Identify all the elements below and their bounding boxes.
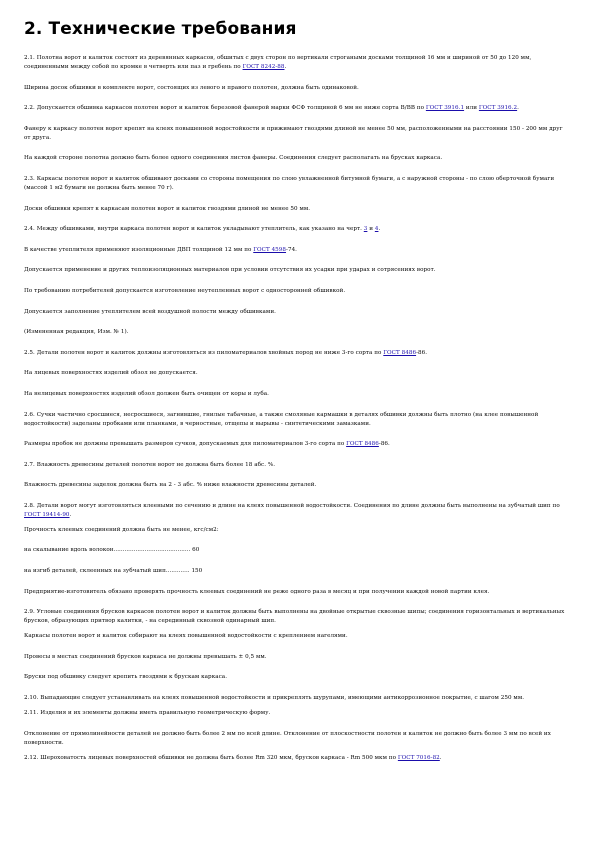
- paragraph: [24, 502, 569, 520]
- paragraph: [24, 730, 569, 748]
- paragraph-text: На каждой стороне полотна должно быть более одного соединения листов фанеры. Соединения следует располагать на брусках каркаса.: [24, 155, 443, 162]
- paragraph-text: (Измененная редакция, Изм. № 1).: [24, 329, 129, 336]
- paragraph: [24, 175, 569, 193]
- standard-link[interactable]: ГОСТ 4598: [253, 246, 287, 253]
- paragraph-text: Бруски под обшивку следует крепить гвоздями к брускам каркаса.: [24, 674, 228, 681]
- paragraph-text: .: [284, 64, 287, 70]
- paragraph-text: Каркасы полотен ворот и калиток собирают на клеях повышенной водостойкости с креплением нагелями.: [24, 633, 348, 640]
- paragraph: [24, 632, 569, 641]
- paragraph-text: 2.9. Угловые соединения брусков каркасов полотен ворот и калиток должны быть выполнены на двойные открытые сквозные шипы; соединения горизонтальных и вертикальных брусков, образующих притвор калитки, - на серединный сквозной одинарный шип.: [24, 609, 565, 625]
- paragraph-text: Фанеру к каркасу полотен ворот крепят на клеях повышенной водостойкости и прижимают гвоздями длиной не менее 50 мм, расположенными на расстоянии 150 - 200 мм друг от друга.: [24, 125, 563, 141]
- paragraph-text: 2.7. Влажность древесины деталей полотен ворот не должна быть более 18 абс. %.: [24, 461, 276, 468]
- standard-link[interactable]: 4: [374, 226, 379, 233]
- paragraph-text: Провесы в местах соединений брусков каркаса не должны превышать ± 0,5 мм.: [24, 653, 267, 660]
- paragraph-text: 2.4. Между обшивками, внутри каркаса полотен ворот и калиток укладывают утеплитель, как указано на черт.: [24, 226, 364, 233]
- paragraph-text: Допускается заполнение утеплителем всей воздушной полости между обшивками.: [24, 308, 276, 315]
- paragraph: [24, 588, 569, 597]
- standard-link[interactable]: ГОСТ 8242-88: [242, 64, 285, 70]
- paragraph: [24, 390, 569, 399]
- paragraph-text: 2.3. Каркасы полотен ворот и калиток обшивают досками со стороны помещения по слою увлажненной битумной бумаги, а с наружной стороны - по слою оберточной бумаги (массой 1 м2 бумаги не должна быть менее 70 г).: [24, 175, 555, 191]
- paragraph: [24, 754, 569, 763]
- paragraph: [24, 328, 569, 337]
- paragraph: [24, 205, 569, 214]
- paragraph-text: Допускается применение и других теплоизоляционных материалов при условии отсутствия их усадки при ударах и сотрясениях ворот.: [24, 267, 436, 274]
- paragraph: [24, 349, 569, 358]
- paragraph-text: 2.6. Сучки частично сросшиеся, несросшиеся, загнившие, гнилые табачные, а также смоляные кармашки в деталях обшивки должны быть плотно (на клее повышенной водостойкости) заделаны пробками или планками, в черностные, отщепы и вырывы - синтетическими замазками.: [24, 411, 539, 427]
- paragraph: [24, 461, 569, 470]
- paragraph-text: Влажность древесины заделок должна быть на 2 - 3 абс. % ниже влажности древесины деталей.: [24, 482, 317, 489]
- paragraph: [24, 369, 569, 378]
- paragraph-text: 2.2. Допускается обшивка каркасов полотен ворот и калиток березовой фанерой марки ФСФ толщиной 6 мм не ниже сорта В/ВВ по: [24, 105, 426, 112]
- paragraph: [24, 54, 569, 72]
- paragraph-text: Отклонение от прямолинейности деталей не должно быть более 2 мм по всей длине. Отклонение от плоскостности полотен и калиток не должно быть более 3 мм по всей их поверхности.: [24, 730, 551, 746]
- standard-link[interactable]: ГОСТ 3916.1: [425, 105, 465, 112]
- paragraph-text: 2.11. Изделия и их элементы должны иметь правильную геометрическую форму.: [24, 710, 271, 717]
- paragraph-text: 2.1. Полотна ворот и калиток состоят из деревянных каркасов, обшитых с двух сторон по вертикали строгаными досками толщиной 16 мм и шириной от 50 до 120 мм, соединенными между собой по кромке в четверть или паз и гребень по: [24, 55, 532, 70]
- paragraph: [24, 225, 569, 234]
- paragraph-text: 2.5. Детали полотен ворот и калиток должны изготовляться из пиломатериалов хвойных пород не ниже 3-го сорта по: [24, 349, 384, 356]
- document-body: [24, 54, 569, 763]
- paragraph-text: -86.: [416, 349, 428, 356]
- paragraph: [24, 526, 569, 535]
- standard-link[interactable]: ГОСТ 8486: [346, 441, 379, 448]
- standard-link[interactable]: ГОСТ 3916.2: [478, 105, 518, 112]
- paragraph: [24, 154, 569, 163]
- paragraph: [24, 673, 569, 682]
- paragraph-text: На лицевых поверхностях изделий обзол не допускается.: [24, 370, 198, 377]
- paragraph-text: .: [439, 754, 442, 761]
- paragraph: [24, 84, 569, 93]
- standard-link[interactable]: 3: [363, 226, 368, 233]
- paragraph-text: .: [378, 226, 381, 233]
- paragraph-text: на скалывание вдоль волокон.......................................... 60: [24, 547, 200, 554]
- paragraph: [24, 440, 569, 449]
- paragraph: [24, 104, 569, 113]
- paragraph-text: и: [367, 226, 375, 233]
- paragraph: [24, 125, 569, 143]
- paragraph-text: По требованию потребителей допускается изготовление неутепленных ворот с односторонней обшивкой.: [24, 287, 346, 294]
- paragraph-text: 2.12. Шероховатость лицевых поверхностей обшивки не должна быть более Rm 320 мкм, брусков каркаса - Rm 500 мкм по: [24, 754, 398, 761]
- paragraph-text: или: [464, 105, 479, 112]
- paragraph: [24, 608, 569, 626]
- paragraph-text: .: [69, 511, 72, 518]
- standard-link[interactable]: ГОСТ 19414-90: [24, 511, 70, 518]
- paragraph: [24, 694, 569, 703]
- standard-link[interactable]: ГОСТ 8486: [383, 349, 417, 356]
- paragraph-text: 2.8. Детали ворот могут изготовляться клееными по сечению и длине на клеях повышенной водостойкости. Соединения по длине должны быть выполнены на зубчатый шип по: [24, 502, 560, 509]
- paragraph-text: -86.: [378, 441, 390, 448]
- paragraph: [24, 709, 569, 718]
- standard-link[interactable]: ГОСТ 7016-82: [397, 754, 440, 761]
- paragraph-text: -74.: [286, 246, 298, 253]
- paragraph-text: Доски обшивки крепят к каркасам полотен ворот и калиток гвоздями длиной не менее 50 мм.: [24, 205, 311, 212]
- paragraph: [24, 481, 569, 490]
- paragraph-text: 2.10. Выпадающие следует устанавливать на клеях повышенной водостойкости и прикреплять шурупами, имеющими антикоррозионное покрытие, с шагом 250 мм.: [24, 695, 525, 702]
- paragraph-text: .: [517, 105, 519, 112]
- paragraph: [24, 308, 569, 317]
- section-heading: 2. Технические требования: [24, 19, 297, 39]
- paragraph: [24, 567, 569, 576]
- paragraph-text: Прочность клеевых соединений должна быть не менее, кгс/см2:: [24, 526, 219, 533]
- paragraph-text: Ширина досок обшивки в комплекте ворот, состоящих из левого и правого полотен, должна быть одинаковой.: [24, 84, 359, 91]
- paragraph-text: Предприятие-изготовитель обязано проверять прочность клеевых соединений не реже одного раза в месяц и при получении каждой новой партии клея.: [24, 588, 490, 595]
- paragraph-text: На нелицевых поверхностях изделий обзол должен быть очищен от коры и луба.: [24, 390, 269, 397]
- paragraph: [24, 266, 569, 275]
- paragraph: [24, 546, 569, 555]
- paragraph: [24, 246, 569, 255]
- paragraph-text: на изгиб деталей, склеенных на зубчатый шип............. 150: [24, 568, 203, 575]
- paragraph-text: В качестве утеплителя применяют изоляционные ДВП толщиной 12 мм по: [24, 246, 254, 253]
- paragraph: [24, 411, 569, 429]
- paragraph-text: Размеры пробок не должны превышать размеров сучков, допускаемых для пиломатериалов 3-го сорта по: [24, 441, 347, 448]
- paragraph: [24, 653, 569, 662]
- paragraph: [24, 287, 569, 296]
